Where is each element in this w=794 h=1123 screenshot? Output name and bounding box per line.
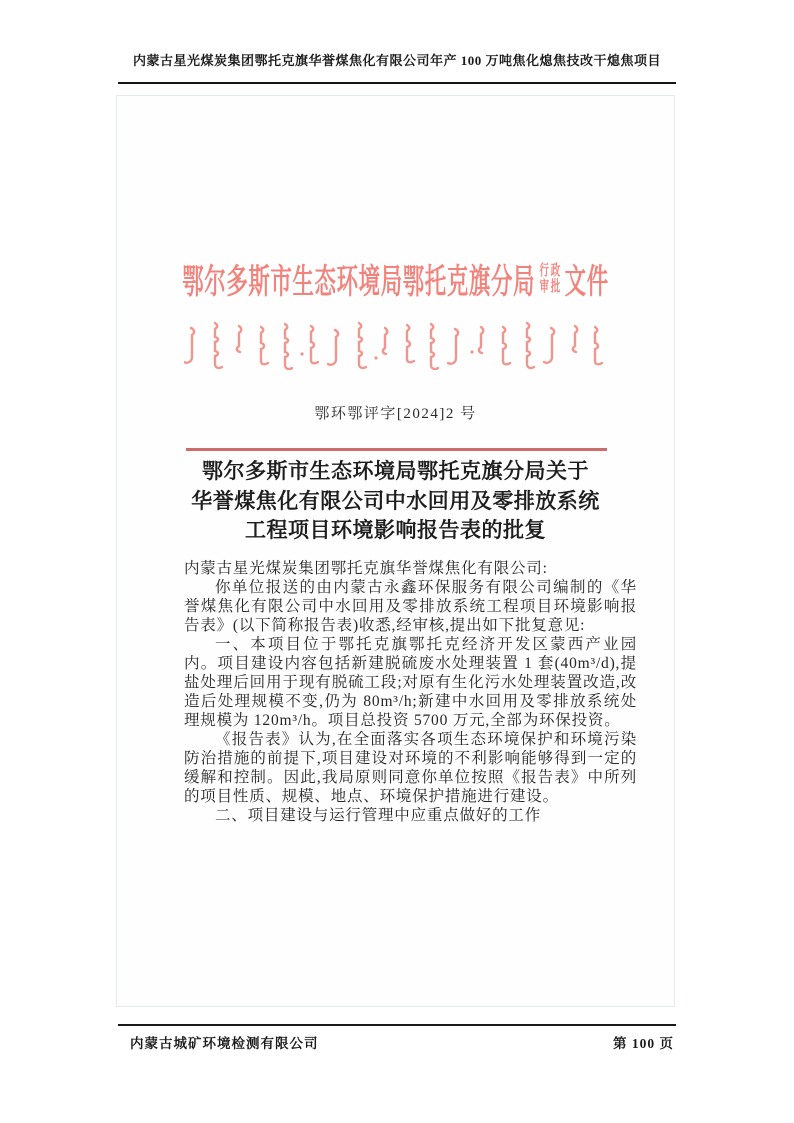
red-divider bbox=[186, 448, 607, 451]
stacked-char: 批 bbox=[550, 278, 561, 295]
doc-title-line: 鄂尔多斯市生态环境局鄂托克旗分局关于 bbox=[202, 459, 589, 483]
stacked-char: 行 bbox=[539, 262, 549, 279]
doc-body bbox=[184, 559, 637, 825]
doc-number: 鄂环鄂评字[2024]2 号 bbox=[314, 406, 477, 422]
masthead-suffix: 文件 bbox=[564, 264, 609, 301]
doc-title-line: 工程项目环境影响报告表的批复 bbox=[245, 518, 546, 542]
page-header-project-title: 内蒙古星光煤炭集团鄂托克旗华誉煤焦化有限公司年产 100 万吨焦化熄焦技改干熄焦项目 bbox=[132, 53, 661, 68]
scanned-document bbox=[116, 95, 675, 1007]
doc-title bbox=[117, 457, 674, 546]
paragraph: 《报告表》认为,在全面落实各项生态环境保护和环境污染防治措施的前提下,项目建设对环境的不利影响能够得到一定的缓解和控制。因此,我局原则同意你单位按照《报告表》中所列的项目性质、规模、地点、环境保护措施进行建设。 bbox=[184, 731, 637, 805]
salutation: 内蒙古星光煤炭集团鄂托克旗华誉煤焦化有限公司: bbox=[184, 560, 548, 577]
footer-company: 内蒙古城矿环境检测有限公司 bbox=[130, 1036, 319, 1051]
paragraph: 你单位报送的由内蒙古永鑫环保服务有限公司编制的《华誉煤焦化有限公司中水回用及零排放系统工程项目环境影响报告表》(以下简称报告表)收悉,经审核,提出如下批复意见: bbox=[184, 579, 637, 634]
stacked-char: 审 bbox=[539, 278, 549, 295]
footer-divider bbox=[118, 1024, 676, 1026]
page-footer bbox=[130, 1032, 674, 1052]
masthead bbox=[117, 254, 674, 303]
stacked-char: 政 bbox=[550, 262, 561, 279]
doc-title-line: 华誉煤焦化有限公司中水回用及零排放系统 bbox=[191, 488, 600, 513]
paragraph: 二、项目建设与运行管理中应重点做好的工作 bbox=[215, 807, 542, 824]
masthead-agency-name: 鄂尔多斯市生态环境局鄂托克旗分局 bbox=[182, 264, 536, 301]
header-divider bbox=[118, 82, 676, 84]
mongolian-script bbox=[117, 320, 674, 370]
masthead-stacked-label bbox=[539, 263, 560, 295]
footer-page-number: 第 100 页 bbox=[613, 1036, 674, 1051]
paragraph: 一、本项目位于鄂托克旗鄂托克经济开发区蒙西产业园内。项目建设内容包括新建脱硫废水处理装置 1 套(40m³/d),提盐处理后回用于现有脱硫工段;对原有生化污水处理装置改造,改造后处理规模不变,仍为 80m³/h;新建中水回用及零排放系统处理规模为 120m³/h。项目总投资 5700 万元,全部为环保投资。 bbox=[184, 636, 637, 729]
